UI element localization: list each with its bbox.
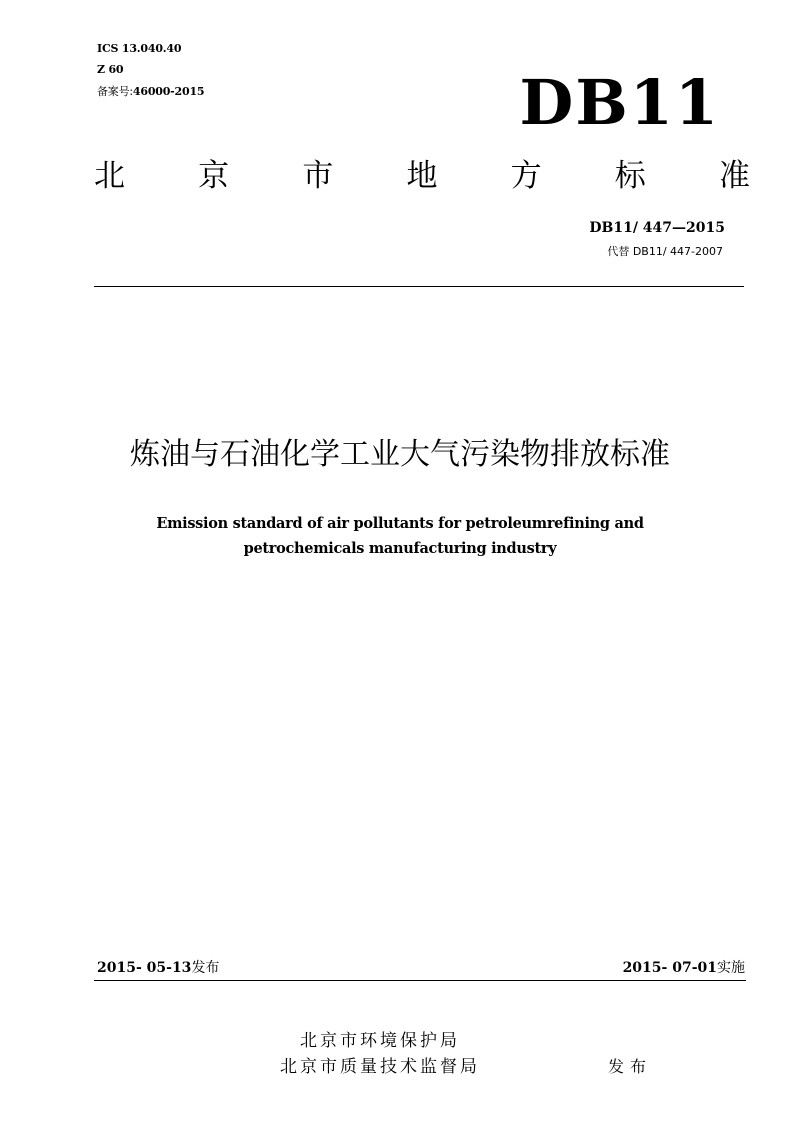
authority-char: 准	[718, 158, 750, 194]
effective-date	[623, 958, 745, 979]
authority-char: 市	[302, 158, 334, 194]
filing-number	[97, 85, 204, 99]
standard-authority	[94, 157, 750, 195]
english-title-line: Emission standard of air pollutants for petroleumrefining and	[156, 515, 644, 532]
authority-char: 京	[198, 158, 230, 194]
footer-divider	[94, 980, 746, 981]
authority-char: 标	[614, 158, 646, 194]
issuer-environment-bureau: 北京市环境保护局	[300, 1031, 460, 1051]
english-title	[0, 511, 800, 561]
filing-label: 备案号:	[97, 85, 133, 98]
standard-number: DB11/ 447—2015	[589, 220, 725, 236]
filing-value: 46000-2015	[132, 85, 205, 98]
authority-char: 地	[406, 158, 438, 194]
effective-date-value: 2015- 07-01	[622, 960, 717, 976]
authority-char: 北	[94, 158, 125, 194]
replaces-standard: 代替 DB11/ 447-2007	[607, 245, 723, 258]
publish-date-value: 2015- 05-13	[97, 960, 192, 976]
effective-label: 实施	[717, 960, 745, 976]
english-title-line: petrochemicals manufacturing industry	[243, 540, 557, 557]
ics-code: ICS 13.040.40	[97, 42, 182, 55]
issue-label: 发布	[608, 1057, 653, 1076]
document-title: 炼油与石油化学工业大气污染物排放标准	[130, 437, 670, 472]
db11-logo: DB11	[519, 66, 720, 139]
publish-label: 发布	[191, 960, 220, 976]
header-divider	[94, 286, 744, 287]
issuer-quality-bureau: 北京市质量技术监督局	[280, 1057, 480, 1077]
category-code: Z 60	[97, 63, 124, 76]
authority-char: 方	[510, 158, 542, 194]
publish-date	[97, 958, 219, 979]
